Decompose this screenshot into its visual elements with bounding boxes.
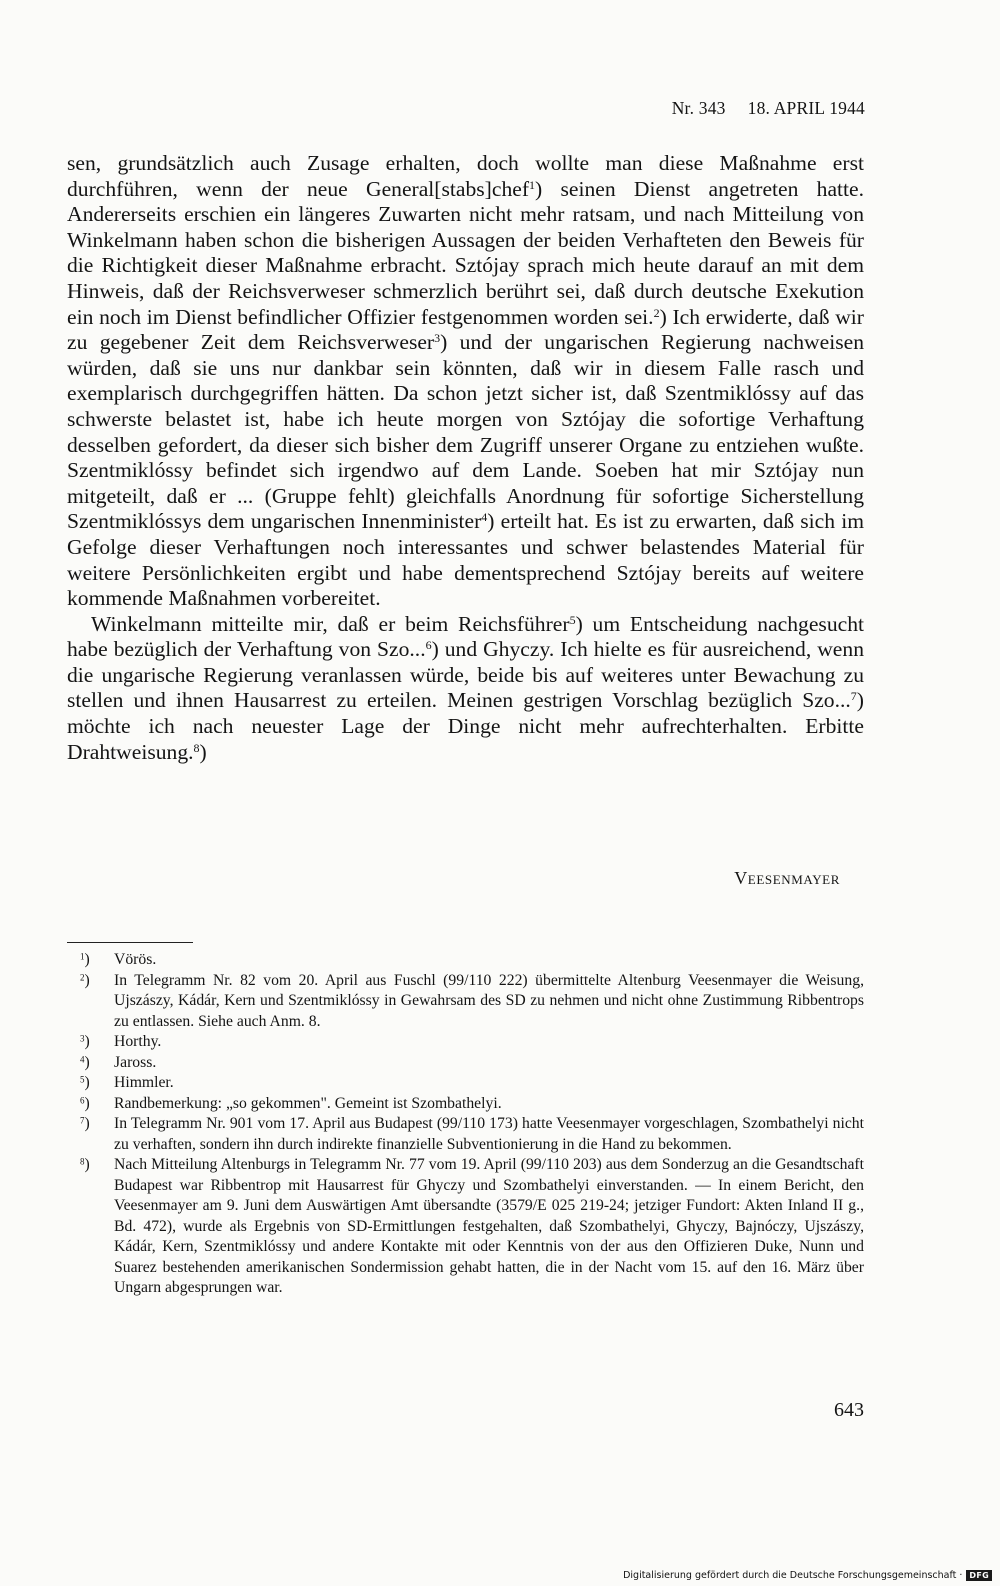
footnote-text: Nach Mitteilung Altenburgs in Telegramm Nr. 77 vom 19. April (99/110 203) aus dem Sonderzug an die Gesandtschaft Budapest war Ribbentrop mit Hausarrest für Ghyczy und Szombathelyi einverstanden. — In einem Bericht, den Veesenmayer am 9. Juni dem Auswärtigen Amt übersandte (3579/E 025 219-24; jetziger Fundort: Akten Inland II g., Bd. 472), wurde als Ergebnis von SD-Ermittlungen festgehalten, daß Szombathelyi, Ghyczy, Bajnóczy, Ujszászy, Kádár, Kern, Szentmiklóssy und andere Kontakte mit oder Kenntnis von der aus den Offizieren Duke, Nunn und Suarez bestehenden amerikanischen Sondermission gehabt hatten, die in der Nacht vom 15. auf den 16. März über Ungarn abgesprungen war. xyxy=(114,1156,864,1296)
footnote-text: Jaross. xyxy=(114,1053,157,1071)
footnote-text: In Telegramm Nr. 901 vom 17. April aus Budapest (99/110 173) hatte Veesenmayer vorgeschlagen, Szombathelyi nicht zu verhaften, sondern ihn durch indirekte finanzielle Subventionierung in die Hand zu bekommen. xyxy=(114,1115,864,1153)
footnote-ref-3: 3 xyxy=(434,330,441,345)
footnote-text: Randbemerkung: „so gekommen". Gemeint ist Szombathelyi. xyxy=(114,1094,502,1112)
footnote-number: $^3$) xyxy=(80,1033,90,1050)
footnote-3 xyxy=(80,1032,864,1053)
footnote-ref-6: 6 xyxy=(425,638,432,653)
footnote-text: In Telegramm Nr. 82 vom 20. April aus Fuschl (99/110 222) übermittelte Altenburg Veesenmayer die Weisung, Ujszászy, Kádár, Kern und Szentmiklóssy in Gewahrsam des SD zu nehmen und nicht ohne Zustimmung Ribbentrops zu entlassen. Siehe auch Anm. 8. xyxy=(114,971,864,1030)
footnote-ref-4: 4 xyxy=(481,510,488,525)
footnote-ref-1: 1 xyxy=(529,177,536,192)
document-date: 18. APRIL 1944 xyxy=(747,98,865,118)
footnote-6 xyxy=(80,1094,864,1115)
text-run: ) erteilt hat. Es ist zu erwarten, daß sich im Gefolge dieser Verhaftungen noch interessantes und schwer belastendes Material für weitere Persönlichkeiten ergibt und habe dementsprechend Sztójay bereits auf weitere kommende Maßnahmen vorbereitet. xyxy=(67,509,864,611)
signature: Veesenmayer xyxy=(734,868,840,888)
footnote-text: Vörös. xyxy=(114,951,157,968)
footnote-ref-8: 8 xyxy=(193,740,200,755)
footnote-7 xyxy=(80,1114,864,1155)
footnote-2 xyxy=(80,971,864,1033)
text-run: ) xyxy=(199,739,207,764)
footnote-ref-5: 5 xyxy=(569,612,576,627)
footnote-number: $^5$) xyxy=(80,1074,90,1091)
credit-text: Digitalisierung gefördert durch die Deutsche Forschungsgemeinschaft · xyxy=(623,1570,963,1581)
footnote-number: $^6$) xyxy=(80,1094,90,1112)
footnote-ref-7: 7 xyxy=(850,689,857,704)
footnote-number: $^4$) xyxy=(80,1053,90,1071)
footnotes xyxy=(80,950,864,1299)
footnote-5 xyxy=(80,1073,864,1094)
digitization-credit xyxy=(623,1570,992,1581)
text-run: ) und Ghyczy. Ich hielte es für ausreichend, wenn die ungarische Regierung veranlassen würde, beide bis auf weiteres unter Bewachung zu stellen und ihnen Hausarrest zu erteilen. Meinen gestrigen Vorschlag bezüglich Szo... xyxy=(67,637,864,713)
footnote-divider xyxy=(67,942,193,943)
text-run: ) und der ungarischen Regierung nachweisen würden, daß sie uns nur dankbar sein könnten, daß wir in diesem Falle rasch und exemplarisch durchgegriffen hätten. Da schon jetzt sicher ist, daß Szentmiklóssy auf das schwerste belastet ist, habe ich heute morgen von Sztójay die sofortige Verhaftung desselben gefordert, da dieser sich bisher dem Zugriff unserer Organe zu entziehen wußte. Szentmiklóssy befindet sich irgendwo auf dem Lande. Soeben hat mir Sztójay nun mitgeteilt, daß er ... (Gruppe fehlt) gleichfalls Anordnung für sofortige Sicherstellung Szentmiklóssys dem ungarischen Innenminister xyxy=(67,330,864,534)
text-run: ) seinen Dienst angetreten hatte. Andererseits erschien ein längeres Zuwarten nicht mehr ratsam, und nach Mitteilung von Winkelmann haben schon die bisherigen Aussagen der beiden Verhafteten den Beweis für die Richtigkeit dieser Maßnahme erbracht. Sztójay sprach mich heute darauf an mit dem Hinweis, daß der Reichsverweser schmerzlich berührt sei, daß durch deutsche Exekution ein noch im Dienst befindlicher Offizier festgenommen worden sei. xyxy=(67,176,865,329)
paragraph-1 xyxy=(67,151,864,612)
text-run: Winkelmann mitteilte mir, daß er beim Reichsführer xyxy=(91,611,570,636)
footnote-ref-2: 2 xyxy=(653,305,660,320)
main-text xyxy=(67,151,864,765)
text-run: sen, grundsätzlich auch Zusage erhalten, doch wollte man diese Maßnahme erst durchführen, wenn der neue General[stabs]chef xyxy=(67,151,864,201)
footnote-4 xyxy=(80,1053,864,1074)
footnote-text: Horthy. xyxy=(114,1033,162,1050)
paragraph-2 xyxy=(67,612,864,766)
text-run: ) möchte ich nach neuester Lage der Dinge nicht mehr aufrechterhalten. Erbitte Drahtweisung. xyxy=(67,688,864,764)
footnote-1 xyxy=(80,950,864,971)
text-run: ) Ich erwiderte, daß wir zu gegebener Zeit dem Reichsverweser xyxy=(67,304,864,355)
footnote-number: $^8$) xyxy=(80,1156,90,1173)
running-head xyxy=(672,98,865,119)
footnote-8 xyxy=(80,1155,864,1299)
footnote-text: Himmler. xyxy=(114,1074,174,1091)
footnote-number: $^2$) xyxy=(80,971,90,989)
footnote-number: $^1$) xyxy=(80,951,90,968)
text-run: ) um Entscheidung nachgesucht habe bezüglich der Verhaftung von Szo... xyxy=(67,611,864,662)
footnote-number: $^7$) xyxy=(80,1115,90,1132)
dfg-logo-icon: DFG xyxy=(966,1570,992,1581)
document-number: Nr. 343 xyxy=(671,98,726,118)
page-number: 643 xyxy=(834,1399,864,1421)
